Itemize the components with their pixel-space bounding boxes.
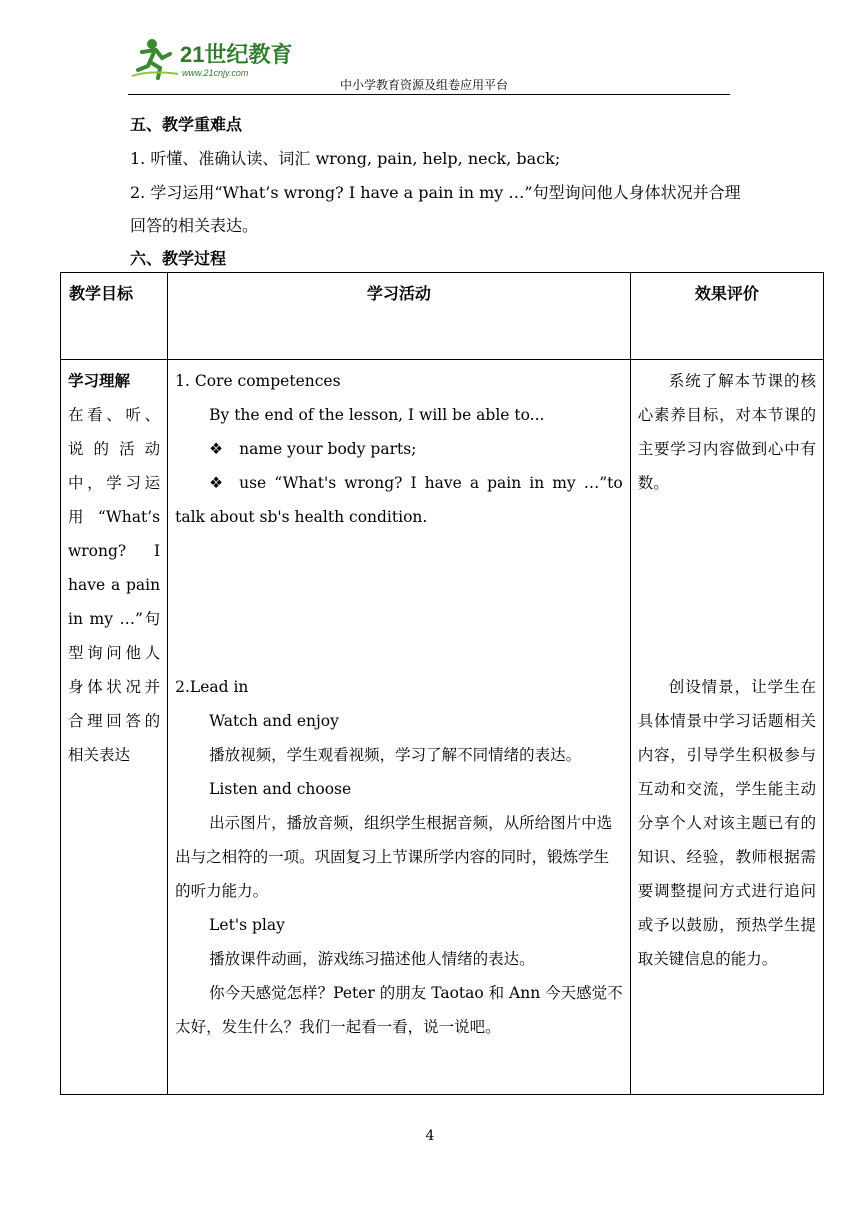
lets-play-title: Let's play bbox=[209, 916, 285, 934]
list-item: ❖ use “What's wrong? I have a pain in my …”to talk about sb's health condition. bbox=[175, 466, 623, 534]
diamond-bullet-icon: ❖ bbox=[209, 474, 224, 492]
logo-text: 21世纪教育 bbox=[180, 42, 293, 67]
lets-play-scenario: 你今天感觉怎样？Peter 的朋友 Taotao 和 Ann 今天感觉不太好，发生什么？我们一起看一看，说一说吧。 bbox=[175, 984, 623, 1036]
watch-enjoy-title: Watch and enjoy bbox=[209, 712, 339, 730]
section-heading-6: 六、教学过程 bbox=[130, 249, 227, 268]
table-row bbox=[61, 360, 824, 1095]
list-item: ❖ name your body parts; bbox=[175, 432, 623, 466]
key-point-2-cont: 回答的相关表达。 bbox=[130, 216, 259, 235]
core-competences-title: 1. Core competences bbox=[175, 372, 341, 390]
table-header-row bbox=[61, 273, 824, 360]
header-evaluation: 效果评价 bbox=[630, 273, 823, 360]
header-activity: 学习活动 bbox=[168, 273, 631, 360]
goal-text: 在看、听、说的活动中，学习运用“What’s wrong? I have a pain in my …”句型询问他人身体状况并合理回答的相关表达 bbox=[68, 406, 161, 764]
evaluation-text-1: 系统了解本节课的核心素养目标，对本节课的主要学习内容做到心中有数。 bbox=[637, 372, 816, 492]
evaluation-cell bbox=[630, 360, 823, 1095]
goal-title: 学习理解 bbox=[68, 371, 131, 390]
runner-logo-icon bbox=[130, 36, 300, 80]
page-number: 4 bbox=[425, 1128, 435, 1144]
header-goal: 教学目标 bbox=[61, 273, 168, 360]
listen-choose-text: 出示图片，播放音频，组织学生根据音频，从所给图片中选出与之相符的一项。巩固复习上节课所学内容的同时，锻炼学生的听力能力。 bbox=[175, 814, 613, 900]
logo-url: www.21cnjy.com bbox=[182, 68, 249, 78]
evaluation-text-2: 创设情景，让学生在具体情景中学习话题相关内容，引导学生积极参与互动和交流，学生能主动分享个人对该主题已有的知识、经验，教师根据需要调整提问方式进行追问或予以鼓励，预热学生提取关键信息的能力。 bbox=[637, 678, 816, 968]
goal-cell bbox=[61, 360, 168, 1095]
diamond-bullet-icon: ❖ bbox=[209, 440, 224, 458]
section-heading-5: 五、教学重难点 bbox=[130, 115, 243, 134]
header-divider bbox=[128, 94, 730, 95]
lets-play-text: 播放课件动画，游戏练习描述他人情绪的表达。 bbox=[209, 950, 535, 968]
teaching-process-table bbox=[60, 272, 824, 1095]
core-competences-intro: By the end of the lesson, I will be able to... bbox=[209, 406, 545, 424]
activity-cell bbox=[168, 360, 631, 1095]
listen-choose-title: Listen and choose bbox=[209, 780, 352, 798]
lead-in-title: 2.Lead in bbox=[175, 678, 249, 696]
watch-enjoy-text: 播放视频，学生观看视频，学习了解不同情绪的表达。 bbox=[209, 746, 582, 764]
key-point-1: 1. 听懂、准确认读、词汇 wrong, pain, help, neck, back; bbox=[130, 149, 561, 168]
header-subtitle: 中小学教育资源及组卷应用平台 bbox=[340, 78, 509, 92]
key-point-2: 2. 学习运用“What’s wrong? I have a pain in my …”句型询问他人身体状况并合理 bbox=[130, 183, 741, 202]
